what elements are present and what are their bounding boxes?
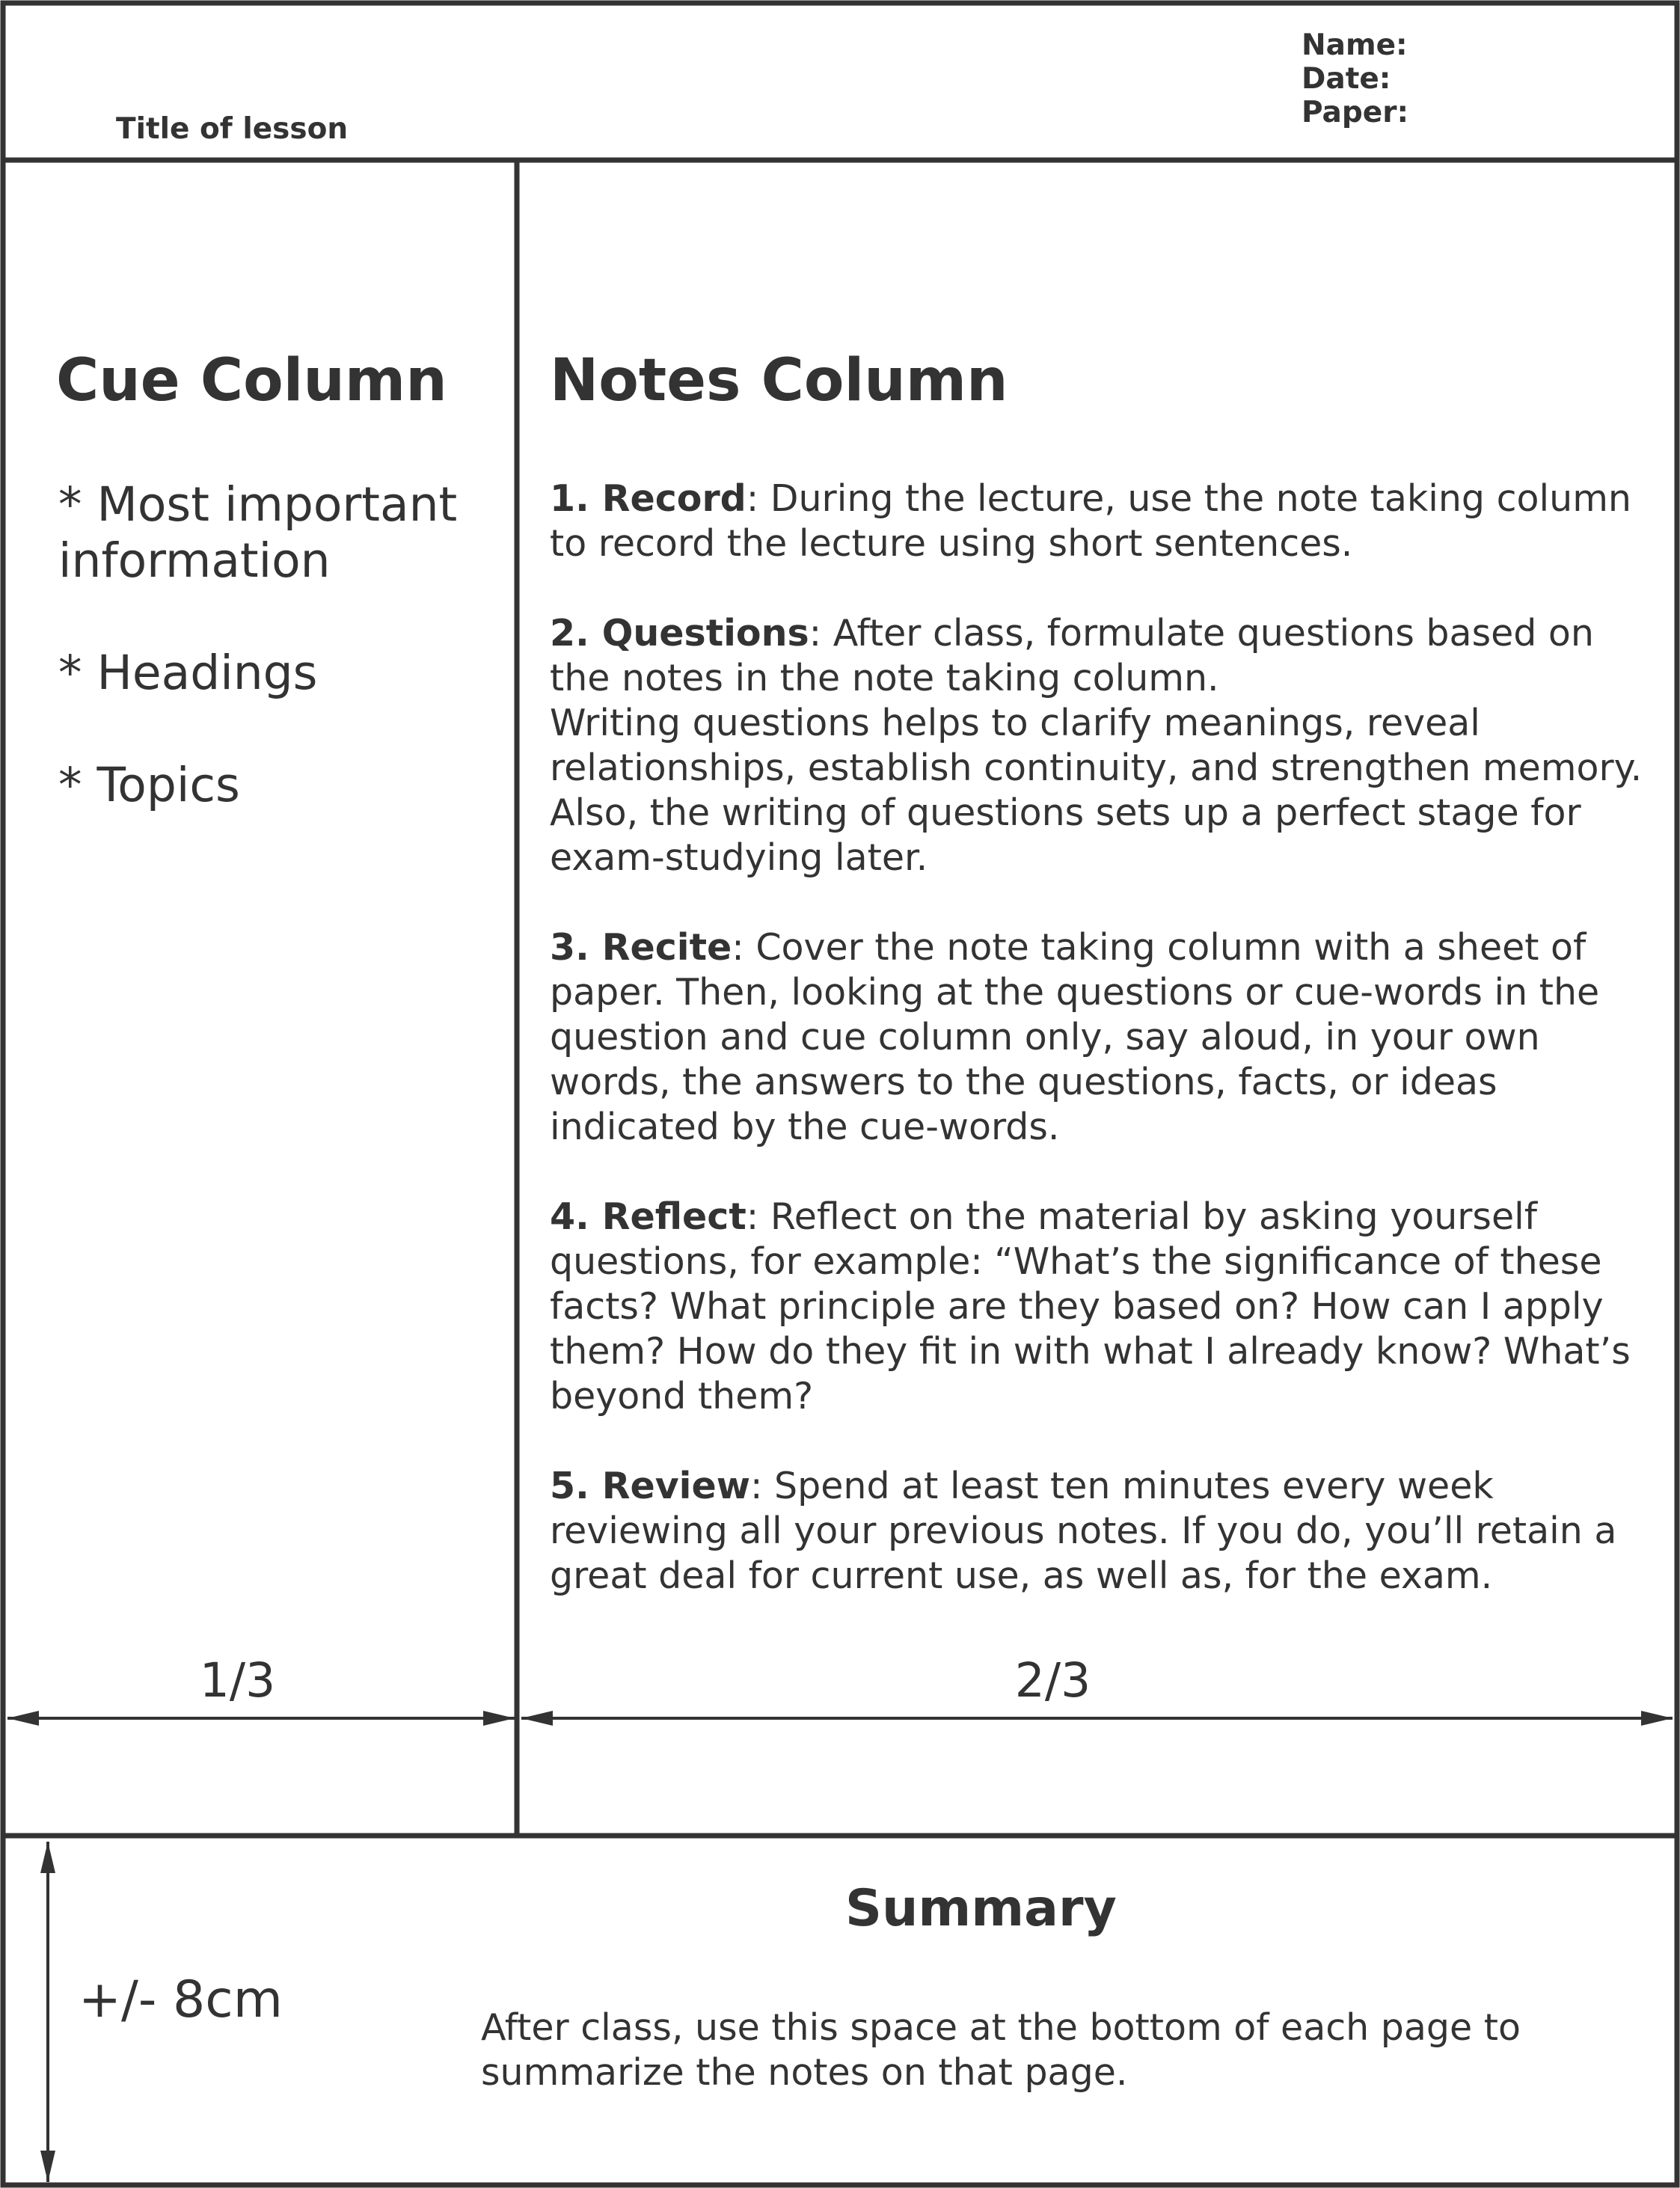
cue-list bbox=[58, 476, 507, 869]
notes-steps bbox=[550, 476, 1664, 1643]
note-step-text: : Spend at least ten minutes every week reviewing all your previous notes. If you do, you’ll retain a great deal for current use, as well as, for the exam. bbox=[550, 1465, 1617, 1597]
note-step-questions bbox=[550, 611, 1664, 880]
note-step-extra-text: Writing questions helps to clarify meanings, reveal relationships, establish continuity, and strengthen memory. Also, the writing of questions sets up a perfect stage for exam-studying later. bbox=[550, 702, 1643, 879]
cue-item: * Headings bbox=[58, 646, 318, 700]
notes-width-label: 2/3 bbox=[1014, 1653, 1091, 1708]
lesson-title-label: Title of lesson bbox=[116, 112, 349, 146]
paper-label: Paper: bbox=[1302, 96, 1409, 129]
note-step-title: 5. Review bbox=[550, 1465, 750, 1507]
cue-item: * Most important information bbox=[58, 477, 458, 588]
note-step-recite bbox=[550, 925, 1664, 1150]
note-step-text: : Reflect on the material by asking yourself questions, for example: “What’s the significance of these facts? What principle are they based on? How can I apply them? How do they fit in with what I already know? What’s beyond them? bbox=[550, 1195, 1631, 1418]
note-step-title: 1. Record bbox=[550, 477, 747, 520]
summary-height-label: +/- 8cm bbox=[79, 1970, 283, 2029]
note-step-text: : During the lecture, use the note taking column to record the lecture using short sentences. bbox=[550, 477, 1631, 565]
note-step-record bbox=[550, 476, 1664, 566]
note-step-review bbox=[550, 1464, 1664, 1599]
student-info bbox=[1302, 28, 1408, 129]
note-step-text: : Cover the note taking column with a sheet of paper. Then, looking at the questions or cue-words in the question and cue column only, say aloud, in your own words, the answers to the questions, facts, or ideas indicated by the cue-words. bbox=[550, 926, 1600, 1148]
cue-item: * Topics bbox=[58, 758, 240, 812]
note-step-title: 4. Reflect bbox=[550, 1195, 747, 1238]
name-label: Name: bbox=[1302, 28, 1408, 62]
date-label: Date: bbox=[1302, 62, 1391, 96]
note-step-title: 2. Questions bbox=[550, 612, 809, 655]
cue-column-heading: Cue Column bbox=[56, 347, 447, 414]
note-step-reflect bbox=[550, 1195, 1664, 1419]
notes-column-heading: Notes Column bbox=[550, 347, 1008, 414]
cue-width-label: 1/3 bbox=[199, 1653, 276, 1708]
summary-heading: Summary bbox=[845, 1879, 1117, 1938]
note-step-text: : After class, formulate questions based on the notes in the note taking column. bbox=[550, 612, 1594, 699]
note-step-title: 3. Recite bbox=[550, 926, 732, 969]
summary-text: After class, use this space at the bottom of each page to summarize the notes on that page. bbox=[481, 2006, 1521, 2094]
